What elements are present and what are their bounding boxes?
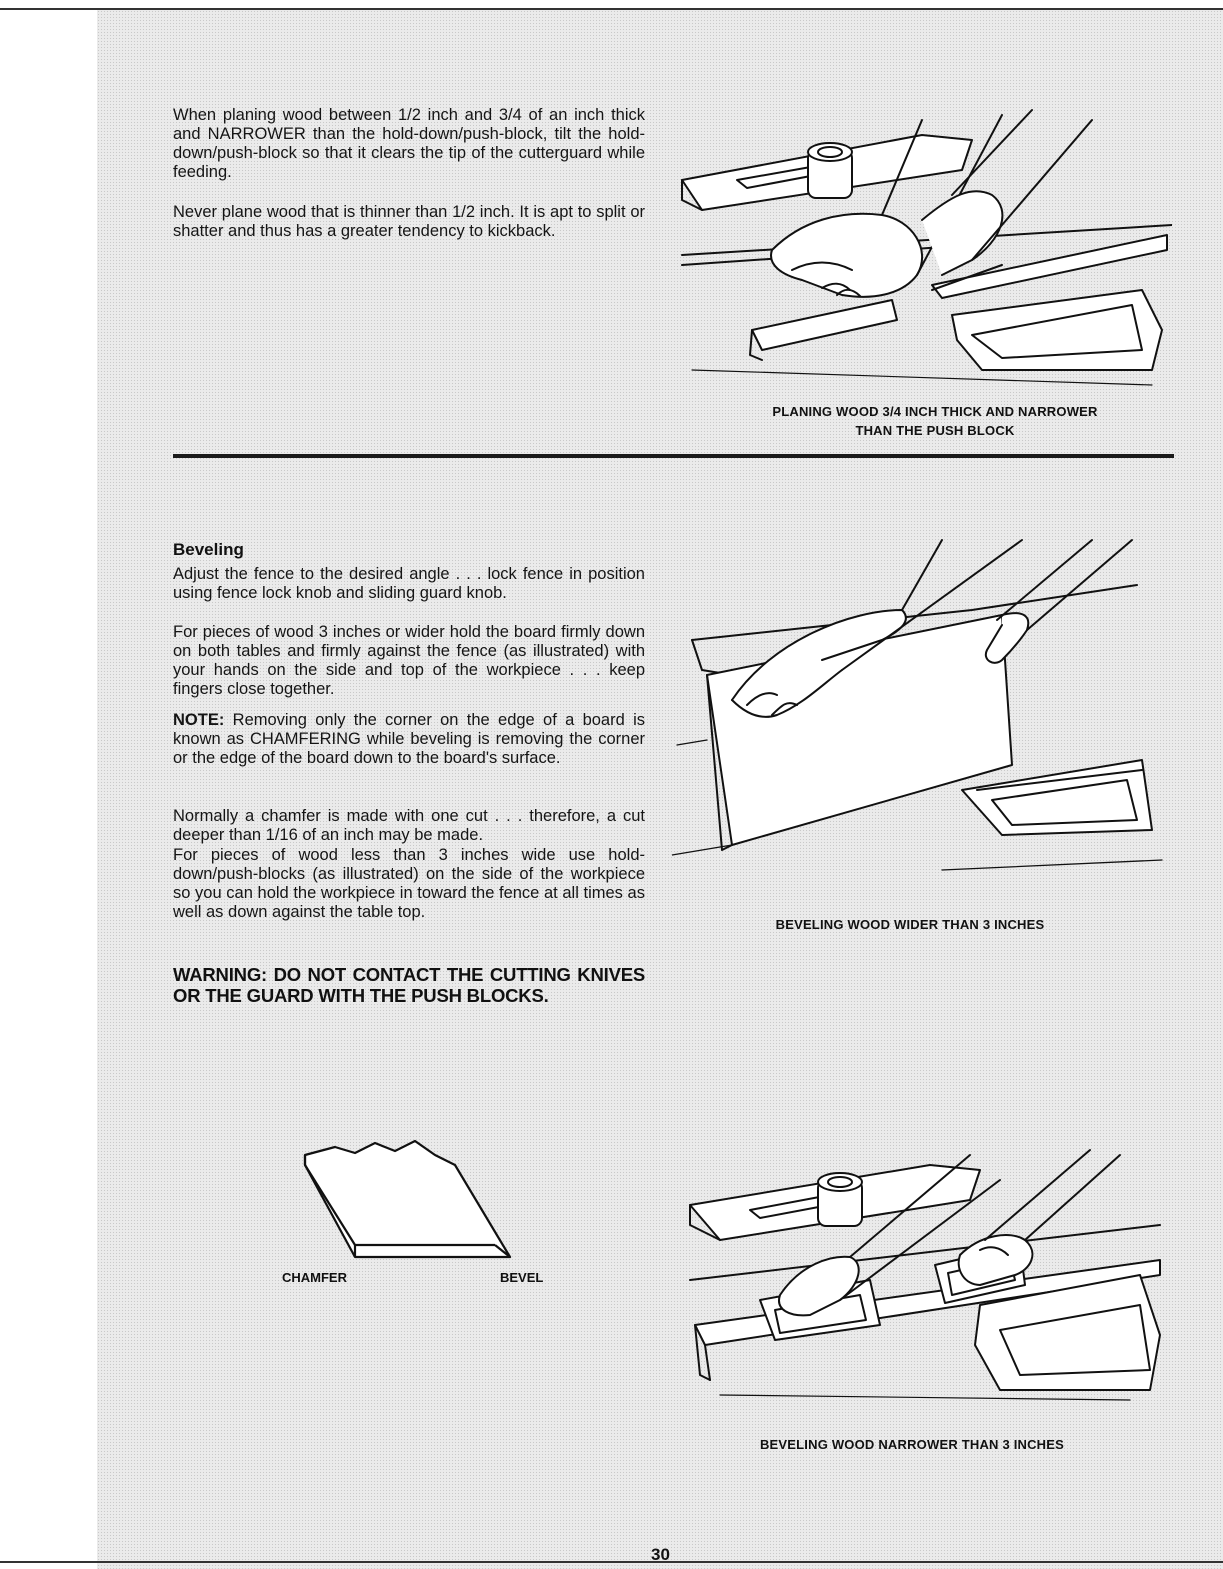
note-label: NOTE: [173, 711, 225, 729]
never-plane-thin-paragraph: Never plane wood that is thinner than 1/2 inch. It is apt to split or shatter and thus has a greater tendency to kickback. [173, 203, 645, 240]
beveling-heading: Beveling [173, 540, 244, 559]
planing-illustration [672, 100, 1172, 400]
note-text: Removing only the corner on the edge of a board is known as CHAMFERING while beveling is removing the corner or the edge of the board down to the board's surface. [173, 711, 645, 767]
section-divider [173, 454, 1174, 458]
beveling-narrow-illustration [680, 1145, 1170, 1410]
page-number: 30 [651, 1545, 670, 1564]
bevel-wide-paragraph: For pieces of wood 3 inches or wider hold the board firmly down on both tables and firmly against the fence (as illustrated) with your hands on the side and top of the workpiece . . . keep fingers close together. [173, 623, 645, 698]
chamfer-bevel-diagram [295, 1135, 520, 1265]
beveling-wide-caption: BEVELING WOOD WIDER THAN 3 INCHES [775, 917, 1045, 932]
bevel-narrow-paragraph: For pieces of wood less than 3 inches wide use hold-down/push-blocks (as illustrated) on the side of the workpiece so you can hold the workpiece in toward the fence at all times as well as down against the table top. [173, 846, 645, 921]
warning-text: WARNING: DO NOT CONTACT THE CUTTING KNIVES OR THE GUARD WITH THE PUSH BLOCKS. [173, 964, 645, 1006]
planing-caption-line-1: PLANING WOOD 3/4 INCH THICK AND NARROWER [772, 404, 1098, 419]
chamfer-label: CHAMFER [282, 1270, 347, 1285]
chamfer-cut-paragraph: Normally a chamfer is made with one cut . . . therefore, a cut deeper than 1/16 of an inch may be made. [173, 807, 645, 844]
planing-caption [725, 402, 1145, 440]
bevel-adjust-paragraph: Adjust the fence to the desired angle . . . lock fence in position using fence lock knob and sliding guard knob. [173, 565, 645, 602]
bevel-label: BEVEL [500, 1270, 544, 1285]
bottom-border-line [0, 1561, 1223, 1563]
beveling-wide-illustration [672, 530, 1172, 900]
planing-caption-line-2: THAN THE PUSH BLOCK [855, 423, 1015, 438]
beveling-narrow-caption: BEVELING WOOD NARROWER THAN 3 INCHES [759, 1437, 1065, 1452]
note-paragraph [173, 711, 645, 768]
planing-narrow-paragraph: When planing wood between 1/2 inch and 3/4 of an inch thick and NARROWER than the hold-down/push-block, tilt the hold-down/push-block so that it clears the tip of the cutterguard while feeding. [173, 106, 645, 181]
